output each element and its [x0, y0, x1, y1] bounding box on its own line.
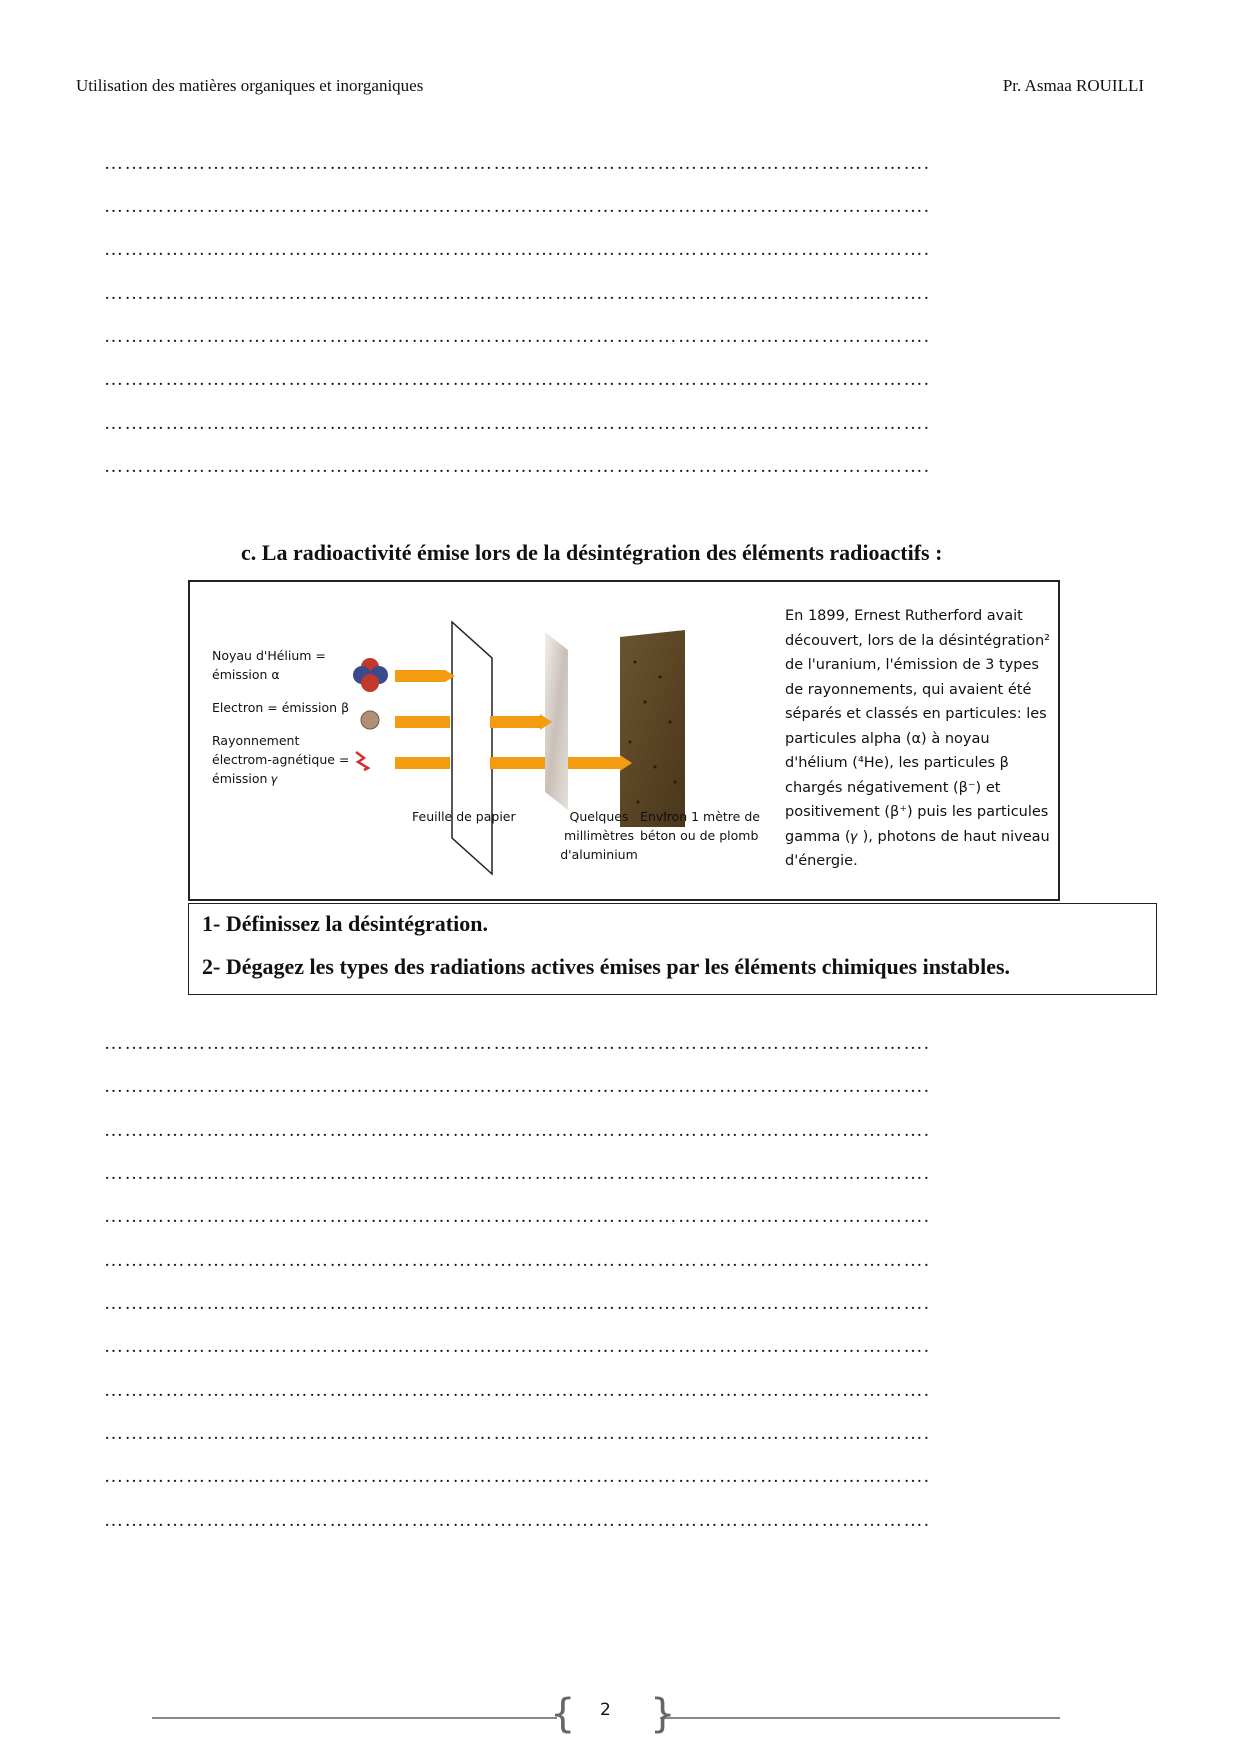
answer-line[interactable]: ………………………………………………………………………………………………………….	[104, 456, 931, 477]
answer-line[interactable]: ………………………………………………………………………………………………………….	[104, 1206, 931, 1227]
answer-line[interactable]: ………………………………………………………………………………………………………….	[104, 1510, 931, 1531]
answer-line[interactable]: ………………………………………………………………………………………………………….	[104, 1076, 931, 1097]
helium-label: Noyau d'Hélium = émission α	[212, 648, 326, 682]
concrete-block-icon	[620, 630, 685, 827]
radiation-figure	[188, 580, 1060, 901]
question-1: 1- Définissez la désintégration.	[202, 911, 488, 936]
answer-line[interactable]: ………………………………………………………………………………………………………….	[104, 1033, 931, 1054]
answer-line[interactable]: ………………………………………………………………………………………………………….	[104, 239, 931, 260]
answer-line[interactable]: ………………………………………………………………………………………………………….	[104, 326, 931, 347]
footer-bracket-right: }	[650, 1691, 676, 1737]
answer-line[interactable]: ………………………………………………………………………………………………………….	[104, 413, 931, 434]
question-2: 2- Dégagez les types des radiations actives émises par les éléments chimiques instables.	[202, 954, 1011, 979]
aluminium-label: Quelques millimètres d'aluminium	[560, 809, 638, 862]
footer-rule-left	[152, 1717, 557, 1719]
electron-label: Electron = émission β	[212, 700, 350, 715]
footer-rule-right	[660, 1717, 1060, 1719]
paper-label: Feuille de papier	[412, 809, 516, 824]
answer-line[interactable]: ………………………………………………………………………………………………………….	[104, 196, 931, 217]
concrete-label: Environ 1 mètre de béton ou de plomb	[640, 809, 760, 843]
alpha-arrow	[395, 670, 455, 682]
answer-line[interactable]: ………………………………………………………………………………………………………….	[104, 1250, 931, 1271]
gamma-label: Rayonnement électrom-agnétique = émission 𝛾	[212, 733, 350, 786]
rutherford-text: En 1899, Ernest Rutherford avait découvert, lors de la désintégration² de l'uranium, l'émission de 3 types de rayonnements, qui avaient été séparés et classés en particules: les particules alpha (α) à noyau d'hélium (⁴He), les particules β chargés négativement (β⁻) et positivement (β⁺) puis les particules gamma (𝛾 ), photons de haut niveau d'énergie.	[785, 608, 1050, 869]
paper-sheet-icon	[452, 622, 492, 874]
answer-line[interactable]: ………………………………………………………………………………………………………….	[104, 1423, 931, 1444]
answer-line[interactable]: ………………………………………………………………………………………………………….	[104, 283, 931, 304]
page-number: 2	[600, 1700, 611, 1720]
answer-line[interactable]: ………………………………………………………………………………………………………….	[104, 1293, 931, 1314]
answer-line[interactable]: ………………………………………………………………………………………………………….	[104, 1466, 931, 1487]
header-course-title: Utilisation des matières organiques et inorganiques	[76, 76, 424, 95]
answer-line[interactable]: ………………………………………………………………………………………………………….	[104, 1336, 931, 1357]
electron-icon	[361, 711, 379, 729]
answer-line[interactable]: ………………………………………………………………………………………………………….	[104, 1163, 931, 1184]
answer-line[interactable]: ………………………………………………………………………………………………………….	[104, 153, 931, 174]
gamma-arrow	[395, 755, 632, 771]
footer-bracket-left: {	[550, 1691, 576, 1737]
header-author: Pr. Asmaa ROUILLI	[1002, 76, 1144, 95]
answer-line[interactable]: ………………………………………………………………………………………………………….	[104, 369, 931, 390]
answer-line[interactable]: ………………………………………………………………………………………………………….	[104, 1120, 931, 1141]
page-header	[76, 76, 1144, 100]
section-title: c. La radioactivité émise lors de la désintégration des éléments radioactifs :	[241, 540, 943, 565]
questions-box	[188, 903, 1157, 995]
helium-nucleus-icon	[353, 658, 388, 692]
answer-line[interactable]: ………………………………………………………………………………………………………….	[104, 1380, 931, 1401]
